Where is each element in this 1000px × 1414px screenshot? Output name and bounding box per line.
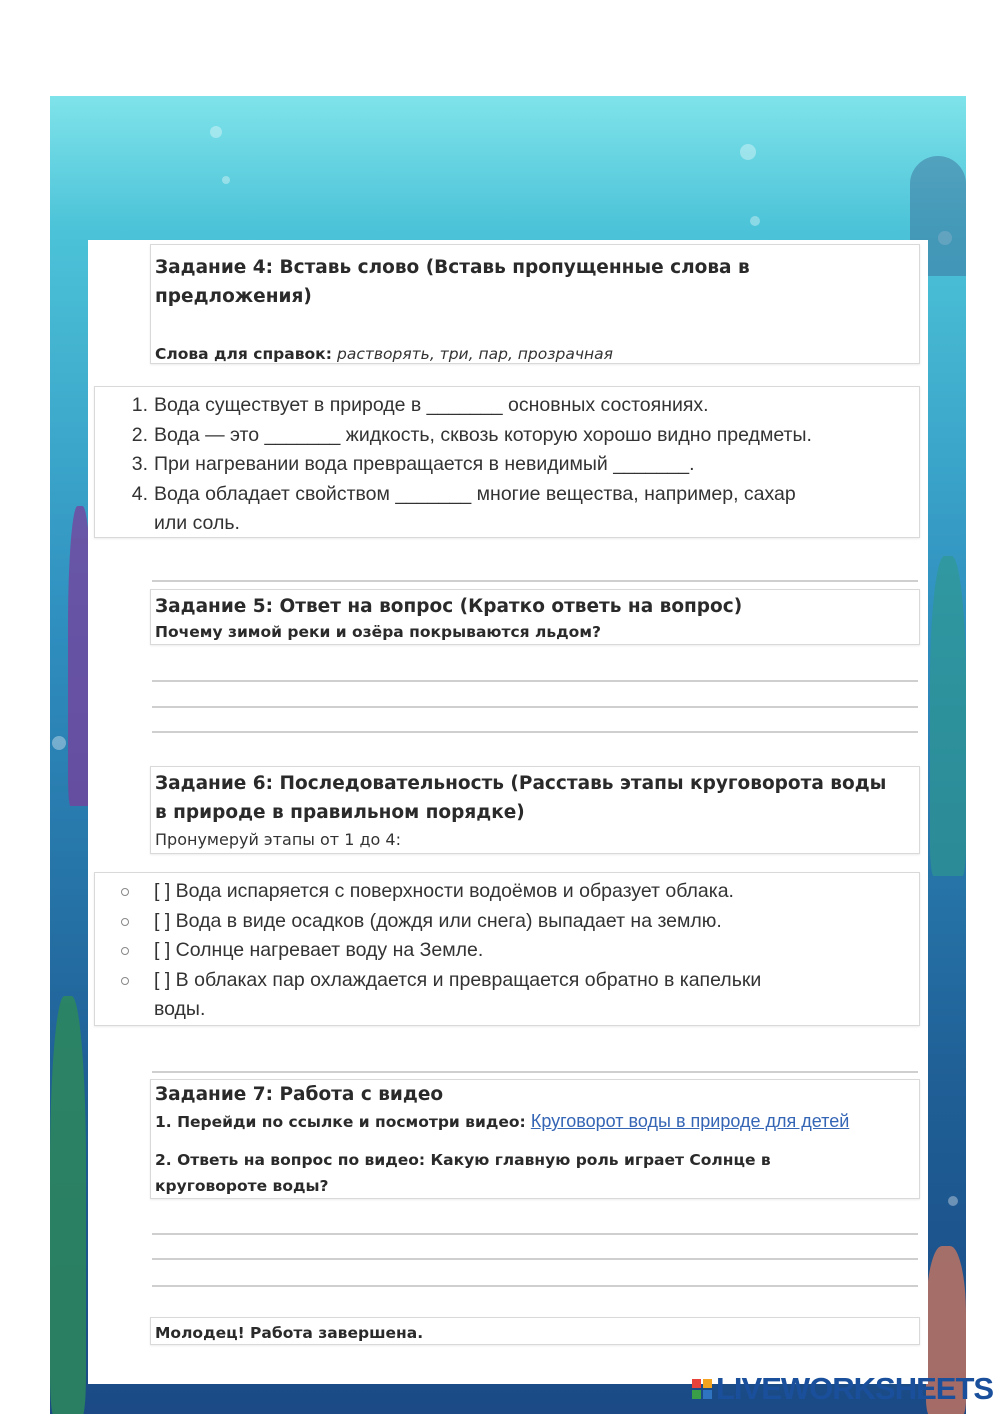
task5-title: Задание 5: Ответ на вопрос (Кратко ответь на вопрос) xyxy=(155,596,743,617)
divider-line xyxy=(152,1071,918,1073)
list-item[interactable]: [ ] Вода испаряется с поверхности водоёмов и образует облака. xyxy=(154,877,919,907)
answer-line[interactable] xyxy=(152,731,918,733)
bullet-icon xyxy=(121,947,129,955)
step1-label: 1. Перейди по ссылке и посмотри видео: xyxy=(155,1113,526,1131)
list-item[interactable]: [ ] В облаках пар охлаждается и превращается обратно в капельки воды. xyxy=(154,966,919,1025)
task7-title: Задание 7: Работа с видео xyxy=(155,1084,444,1105)
hint-label: Слова для справок: xyxy=(155,345,332,363)
task6-instruction: Пронумеруй этапы от 1 до 4: xyxy=(155,830,401,849)
list-item: 4. Вода обладает свойством _______ многие вещества, например, сахар или соль. xyxy=(131,482,796,534)
task4-list xyxy=(131,391,919,539)
task7-step2: 2. Ответь на вопрос по видео: Какую главную роль играет Солнце в круговороте воды? xyxy=(155,1151,771,1195)
liveworksheets-logo[interactable] xyxy=(692,1372,993,1406)
task7-step1 xyxy=(155,1109,919,1135)
task4-header-box xyxy=(150,244,920,364)
divider-line xyxy=(152,580,918,582)
liveworksheets-logo-icon xyxy=(692,1379,712,1399)
list-item: 2. Вода — это _______ жидкость, сквозь которую хорошо видно предметы. xyxy=(131,423,812,446)
list-item: 1. Вода существует в природе в _______ основных состояниях. xyxy=(131,394,709,416)
video-link[interactable]: Круговорот воды в природе для детей xyxy=(530,1111,850,1131)
hint-words: растворять, три, пар, прозрачная xyxy=(336,345,613,363)
bullet-icon xyxy=(121,888,129,896)
list-item[interactable]: [ ] Солнце нагревает воду на Земле. xyxy=(154,936,919,966)
task6-header-box xyxy=(150,766,920,854)
answer-line[interactable] xyxy=(152,1285,918,1287)
list-item[interactable]: [ ] Вода в виде осадков (дождя или снега) выпадает на землю. xyxy=(154,907,919,937)
logo-text: LIVEWORKSHEETS xyxy=(716,1371,994,1406)
task4-title: Задание 4: Вставь слово (Вставь пропущенные слова в предложения) xyxy=(155,257,750,307)
task5-box xyxy=(150,589,920,645)
bullet-icon xyxy=(121,977,129,985)
final-box xyxy=(150,1317,920,1345)
task4-hint xyxy=(155,341,613,367)
answer-line[interactable] xyxy=(152,1258,918,1260)
answer-line[interactable] xyxy=(152,680,918,682)
bullet-icon xyxy=(121,918,129,926)
task5-question: Почему зимой реки и озёра покрываются льдом? xyxy=(155,623,601,641)
final-message: Молодец! Работа завершена. xyxy=(155,1324,424,1342)
list-item: 3. При нагревании вода превращается в невидимый _______. xyxy=(131,453,695,475)
answer-line[interactable] xyxy=(152,1233,918,1235)
task6-list xyxy=(154,877,919,1025)
task7-box xyxy=(150,1079,920,1199)
task6-title: Задание 6: Последовательность (Расставь этапы круговорота воды в природе в правильном порядке) xyxy=(155,773,887,823)
answer-line[interactable] xyxy=(152,706,918,708)
